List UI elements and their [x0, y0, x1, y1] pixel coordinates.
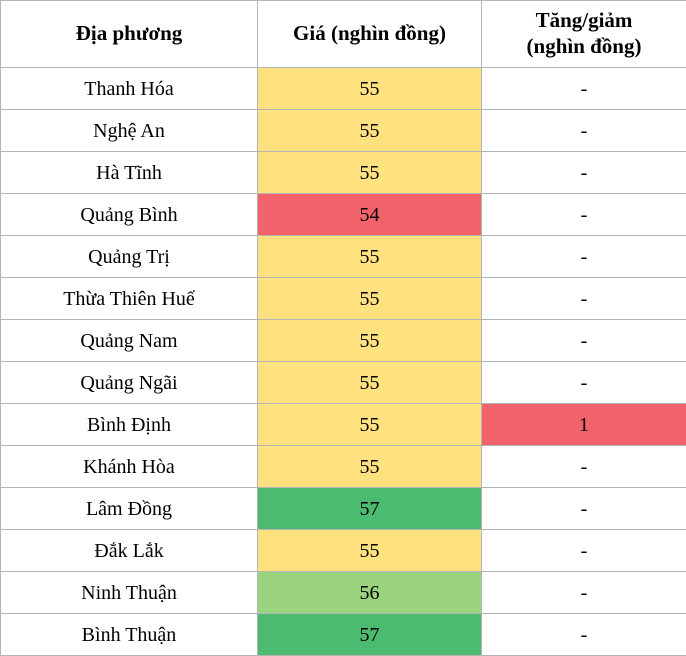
cell-locality: Quảng Trị — [1, 236, 258, 278]
table-row — [1, 236, 686, 278]
cell-change: - — [482, 278, 686, 320]
cell-locality: Quảng Ngãi — [1, 362, 258, 404]
table-row — [1, 152, 686, 194]
cell-locality: Quảng Nam — [1, 320, 258, 362]
cell-locality: Hà Tĩnh — [1, 152, 258, 194]
cell-change: - — [482, 110, 686, 152]
table-row — [1, 194, 686, 236]
cell-price: 55 — [258, 530, 482, 572]
cell-locality: Đắk Lắk — [1, 530, 258, 572]
cell-locality: Nghệ An — [1, 110, 258, 152]
cell-change: - — [482, 194, 686, 236]
table-header-row — [1, 1, 686, 68]
cell-change: - — [482, 446, 686, 488]
column-header-price: Giá (nghìn đồng) — [258, 1, 482, 68]
cell-change: - — [482, 320, 686, 362]
cell-price: 55 — [258, 446, 482, 488]
cell-change: - — [482, 68, 686, 110]
cell-locality: Khánh Hòa — [1, 446, 258, 488]
cell-locality: Thừa Thiên Huế — [1, 278, 258, 320]
cell-price: 55 — [258, 68, 482, 110]
cell-locality: Lâm Đồng — [1, 488, 258, 530]
table-header — [1, 1, 686, 68]
cell-price: 55 — [258, 404, 482, 446]
table-row — [1, 110, 686, 152]
cell-price: 56 — [258, 572, 482, 614]
cell-locality: Bình Định — [1, 404, 258, 446]
column-header-locality: Địa phương — [1, 1, 258, 68]
cell-locality: Bình Thuận — [1, 614, 258, 656]
table-row — [1, 362, 686, 404]
cell-change: - — [482, 152, 686, 194]
cell-change: 1 — [482, 404, 686, 446]
cell-price: 55 — [258, 152, 482, 194]
table-row — [1, 320, 686, 362]
table-row — [1, 572, 686, 614]
cell-price: 55 — [258, 110, 482, 152]
cell-price: 55 — [258, 362, 482, 404]
table-row — [1, 530, 686, 572]
column-header-change-line1: Tăng/giảm — [488, 8, 680, 34]
cell-change: - — [482, 530, 686, 572]
table-row — [1, 404, 686, 446]
column-header-change — [482, 1, 686, 68]
column-header-change-line2: (nghìn đồng) — [488, 34, 680, 60]
cell-change: - — [482, 488, 686, 530]
cell-price: 55 — [258, 236, 482, 278]
cell-locality: Thanh Hóa — [1, 68, 258, 110]
cell-price: 55 — [258, 278, 482, 320]
cell-price: 57 — [258, 488, 482, 530]
table-row — [1, 446, 686, 488]
table-row — [1, 614, 686, 656]
cell-change: - — [482, 362, 686, 404]
cell-price: 54 — [258, 194, 482, 236]
cell-change: - — [482, 236, 686, 278]
cell-locality: Quảng Bình — [1, 194, 258, 236]
cell-change: - — [482, 572, 686, 614]
cell-change: - — [482, 614, 686, 656]
table-body — [1, 68, 686, 656]
table-row — [1, 488, 686, 530]
cell-price: 55 — [258, 320, 482, 362]
cell-price: 57 — [258, 614, 482, 656]
table-row — [1, 278, 686, 320]
cell-locality: Ninh Thuận — [1, 572, 258, 614]
table-row — [1, 68, 686, 110]
